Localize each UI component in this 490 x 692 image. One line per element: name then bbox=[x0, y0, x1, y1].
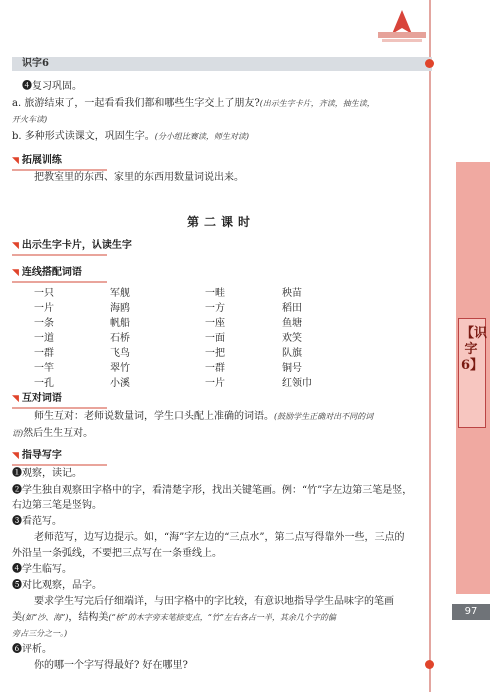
show-cards-heading bbox=[12, 239, 132, 253]
extend-text: 把教室里的东西、家里的东西用数量词说出来。 bbox=[34, 172, 244, 183]
section-arrow-icon: ◥ bbox=[12, 268, 19, 278]
writing-step5b-mid: ，结构美 bbox=[68, 612, 109, 623]
match-word: 一片 bbox=[34, 303, 54, 314]
match-word: 队旗 bbox=[282, 348, 302, 359]
writing-step5b-text: 美 bbox=[12, 612, 22, 623]
running-header-label: 识字6 bbox=[22, 58, 49, 69]
writing-step5b-note1: (如“沙、海”) bbox=[22, 613, 69, 622]
match-word: 小溪 bbox=[110, 378, 130, 389]
writing-step6a: 你的哪一个字写得最好? 好在哪里? bbox=[34, 660, 188, 671]
review-title: ❹复习巩固。 bbox=[22, 81, 82, 92]
match-word: 一面 bbox=[205, 333, 225, 344]
writing-step2: ❷学生独自观察田字格中的字，看清楚字形，找出关键笔画。例：“竹”字左边第三笔是竖， bbox=[12, 485, 413, 496]
match-word: 稻田 bbox=[282, 303, 302, 314]
mutual-heading bbox=[12, 392, 62, 406]
match-word: 军舰 bbox=[110, 288, 130, 299]
writing-step5b bbox=[12, 611, 336, 625]
match-word: 铜号 bbox=[282, 363, 302, 374]
match-heading bbox=[12, 266, 82, 280]
match-word: 一群 bbox=[34, 348, 54, 359]
review-b-note: (分小组比赛读，师生对读) bbox=[154, 132, 250, 141]
writing-step5b-note2: (“桥”的木字旁末笔捺变点，“竹”左右各占一半，其余几个字的偏 bbox=[108, 613, 336, 622]
page-number: 97 bbox=[452, 604, 490, 620]
review-a-note-cont bbox=[12, 113, 47, 127]
section-arrow-icon: ◥ bbox=[12, 241, 19, 251]
writing-step3a: 老师范写，边写边提示。如，“海”字左边的“三点水”，第二点写得靠外一些，三点的 bbox=[34, 532, 405, 543]
review-a-text: a. 旅游结束了，一起看看我们都和哪些生字交上了朋友? bbox=[12, 98, 260, 109]
match-word: 一把 bbox=[205, 348, 225, 359]
match-word: 一群 bbox=[205, 363, 225, 374]
lesson-title: 第二课时 bbox=[186, 215, 255, 229]
footer-dot-icon bbox=[425, 660, 434, 669]
match-word: 一竿 bbox=[34, 363, 54, 374]
writing-step3: ❸看范写。 bbox=[12, 516, 62, 527]
section-arrow-icon: ◥ bbox=[12, 451, 19, 461]
match-word: 一座 bbox=[205, 318, 225, 329]
match-word: 一方 bbox=[205, 303, 225, 314]
bookmark-logo-icon bbox=[372, 8, 432, 48]
mutual-heading-text: 互对词语 bbox=[21, 393, 62, 404]
match-word: 海鸥 bbox=[110, 303, 130, 314]
side-tab-label: 【识字6】 bbox=[461, 326, 488, 373]
match-word: 秧苗 bbox=[282, 288, 302, 299]
heading-underline bbox=[12, 254, 107, 256]
match-word: 帆船 bbox=[110, 318, 130, 329]
writing-step5a: 要求学生写完后仔细端详，与田字格中的字比较，有意识地指导学生品味字的笔画 bbox=[34, 596, 394, 607]
mutual-line1-note: (鼓励学生正确对出不同的词 bbox=[274, 412, 374, 421]
match-heading-text: 连线搭配词语 bbox=[21, 267, 82, 278]
match-word: 一孔 bbox=[34, 378, 54, 389]
match-word: 石桥 bbox=[110, 333, 130, 344]
match-word: 一片 bbox=[205, 378, 225, 389]
writing-step6: ❻评析。 bbox=[12, 644, 52, 655]
header-dot-icon bbox=[425, 59, 434, 68]
review-b-line bbox=[12, 130, 249, 144]
review-a-note: (出示生字卡片，齐读，抽生读， bbox=[259, 99, 375, 108]
mutual-line2-text: 然后生生互对。 bbox=[23, 428, 94, 439]
mutual-line2-note: 语) bbox=[12, 429, 24, 438]
heading-underline bbox=[12, 407, 107, 409]
writing-step3b: 外沿呈一条弧线，不要把三点写在一条垂线上。 bbox=[12, 548, 222, 559]
extend-heading bbox=[12, 154, 62, 168]
match-word: 一只 bbox=[34, 288, 54, 299]
match-word: 欢笑 bbox=[282, 333, 302, 344]
writing-step2b: 右边第三笔是竖钩。 bbox=[12, 500, 102, 511]
section-arrow-icon: ◥ bbox=[12, 156, 19, 166]
mutual-line1 bbox=[34, 410, 373, 424]
writing-step4: ❹学生临写。 bbox=[12, 564, 72, 575]
writing-step1: ❶观察，读记。 bbox=[12, 468, 82, 479]
mutual-line1-text: 师生互对：老师说数量词，学生口头配上准确的词语。 bbox=[34, 411, 274, 422]
match-word: 一条 bbox=[34, 318, 54, 329]
review-b-text: b. 多种形式读课文，巩固生字。 bbox=[12, 131, 155, 142]
extend-heading-text: 拓展训练 bbox=[21, 155, 62, 166]
review-a-note2: 开火车读) bbox=[12, 115, 48, 124]
margin-line bbox=[429, 0, 431, 692]
match-word: 鱼塘 bbox=[282, 318, 302, 329]
writing-step5c bbox=[12, 627, 67, 641]
writing-step5: ❺对比观察，品字。 bbox=[12, 580, 102, 591]
running-header-bar bbox=[12, 57, 432, 71]
match-word: 飞鸟 bbox=[110, 348, 130, 359]
writing-step5c-note: 旁占三分之一。) bbox=[12, 629, 68, 638]
section-arrow-icon: ◥ bbox=[12, 394, 19, 404]
match-word: 翠竹 bbox=[110, 363, 130, 374]
heading-underline bbox=[12, 464, 107, 466]
match-word: 红领巾 bbox=[282, 378, 312, 389]
match-word: 一道 bbox=[34, 333, 54, 344]
show-cards-heading-text: 出示生字卡片，认读生字 bbox=[21, 240, 132, 251]
writing-heading-text: 指导写字 bbox=[21, 450, 62, 461]
match-word: 一畦 bbox=[205, 288, 225, 299]
mutual-line2 bbox=[12, 427, 93, 441]
review-a-line bbox=[12, 97, 375, 111]
heading-underline bbox=[12, 281, 107, 283]
writing-heading bbox=[12, 449, 62, 463]
